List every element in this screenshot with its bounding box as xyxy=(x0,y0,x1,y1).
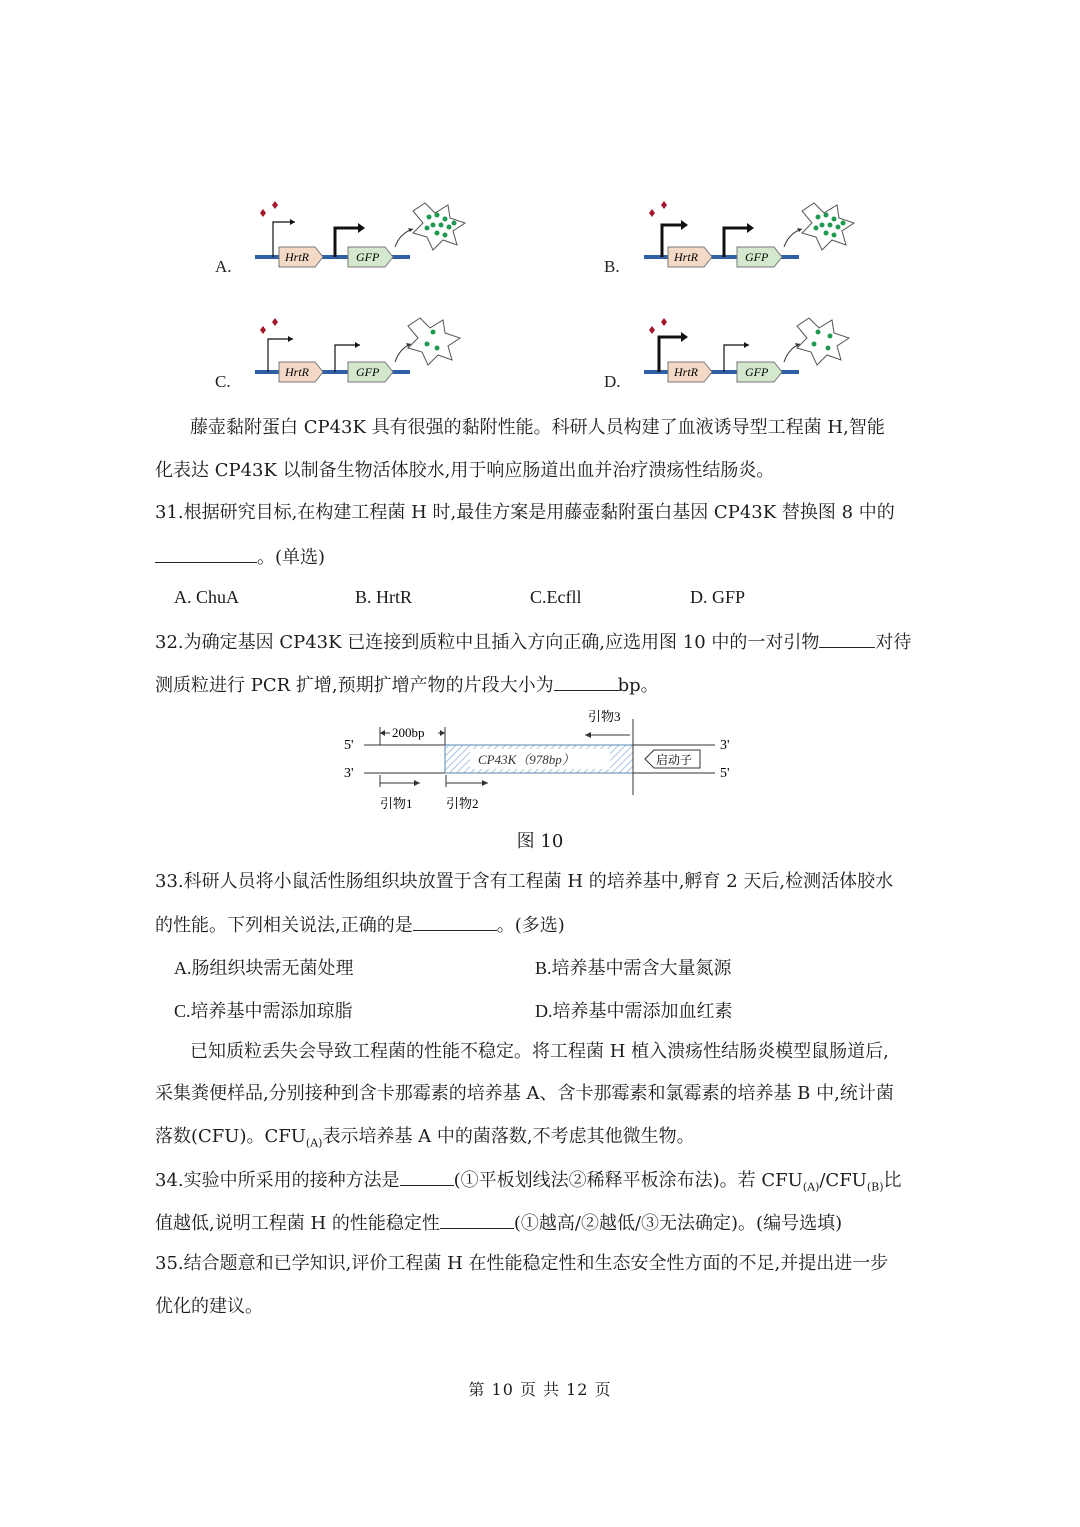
answer-blank[interactable] xyxy=(155,544,257,563)
q32-suffix-2: bp。 xyxy=(617,675,659,696)
intro-line-2: 化表达 CP43K 以制备生物活体胶水,用于响应肠道出血并治疗溃疡性结肠炎。 xyxy=(155,460,775,481)
option-figure-c xyxy=(215,312,475,402)
gene-construct-diagram xyxy=(215,195,475,285)
q32-line-1 xyxy=(155,629,911,655)
primer2-label: 引物2 xyxy=(446,796,479,811)
q31-line-2 xyxy=(155,544,325,570)
q35-line-2: 优化的建议。 xyxy=(155,1296,263,1317)
option-letter: A. xyxy=(215,257,232,276)
promoter-label: 启动子 xyxy=(656,753,693,767)
distance-label: 200bp xyxy=(392,725,425,740)
q31-suffix: 。(单选) xyxy=(257,547,326,568)
gene-label: HrtR xyxy=(674,365,698,379)
q33-line-1: 33.科研人员将小鼠活性肠组织块放置于含有工程菌 H 的培养基中,孵育 2 天后,检测活体胶水 xyxy=(155,871,894,892)
q35-line-1: 35.结合题意和已学知识,评价工程菌 H 在性能稳定性和生态安全性方面的不足,并提出进一步 xyxy=(155,1253,889,1274)
option-letter: C. xyxy=(215,372,231,391)
q32-suffix: 对待 xyxy=(875,632,912,653)
q31-choice-c[interactable]: C.Ecfll xyxy=(530,587,582,607)
q32-line-2 xyxy=(155,672,659,698)
q33-prefix: 的性能。下列相关说法,正确的是 xyxy=(155,915,413,936)
answer-blank[interactable] xyxy=(554,672,618,691)
subscript: (B) xyxy=(866,1180,884,1194)
q34-text: /CFU xyxy=(819,1170,867,1191)
q34-text: (①越高/②越低/③无法确定)。(编号选填) xyxy=(513,1213,843,1234)
page-footer: 第 10 页 共 12 页 xyxy=(468,1380,612,1399)
q34-text: 值越低,说明工程菌 H 的性能稳定性 xyxy=(155,1213,440,1234)
para2-text: 表示培养基 A 中的菌落数,不考虑其他微生物。 xyxy=(322,1126,695,1147)
figure-10-diagram xyxy=(340,705,760,825)
para2-line-3 xyxy=(155,1125,695,1156)
q34-line-1 xyxy=(155,1167,902,1200)
q33-suffix: 。(多选) xyxy=(496,915,565,936)
q33-line-2 xyxy=(155,912,565,938)
para2-line-1: 已知质粒丢失会导致工程菌的性能不稳定。将工程菌 H 植入溃疡性结肠炎模型鼠肠道后, xyxy=(190,1041,889,1062)
strand-end-label: 3' xyxy=(720,738,730,753)
gene-label: GFP xyxy=(356,250,380,264)
strand-end-label: 5' xyxy=(720,766,730,781)
option-figure-a xyxy=(215,195,475,285)
q34-text: 比 xyxy=(883,1170,902,1191)
q33-choice-b[interactable]: B.培养基中需含大量氮源 xyxy=(535,958,732,978)
option-letter: B. xyxy=(604,257,620,276)
option-letter: D. xyxy=(604,372,621,391)
gene-construct-diagram xyxy=(215,312,475,402)
strand-end-label: 5' xyxy=(344,738,354,753)
glowing-cell xyxy=(408,318,460,365)
gene-label: HrtR xyxy=(285,250,309,264)
intro-line-1: 藤壶黏附蛋白 CP43K 具有很强的黏附性能。科研人员构建了血液诱导型工程菌 H,智能 xyxy=(190,417,885,438)
option-figure-b xyxy=(604,195,864,285)
answer-blank[interactable] xyxy=(413,912,497,931)
strand-end-label: 3' xyxy=(344,766,354,781)
q31-line-1: 31.根据研究目标,在构建工程菌 H 时,最佳方案是用藤壶黏附蛋白基因 CP43K 替换图 8 中的 xyxy=(155,502,895,523)
q33-choice-a[interactable]: A.肠组织块需无菌处理 xyxy=(174,958,354,978)
q33-choice-c[interactable]: C.培养基中需添加琼脂 xyxy=(174,1001,353,1021)
q31-choice-a[interactable]: A. ChuA xyxy=(174,587,240,607)
cp43k-label: CP43K（978bp） xyxy=(478,752,575,767)
q32-prefix: 32.为确定基因 CP43K 已连接到质粒中且插入方向正确,应选用图 10 中的一对引物 xyxy=(155,632,820,653)
q31-choice-d[interactable]: D. GFP xyxy=(690,587,746,607)
glowing-cell xyxy=(797,318,849,365)
inducer-molecules xyxy=(260,318,278,334)
inducer-molecules xyxy=(649,201,667,217)
figure-10-caption: 图 10 xyxy=(516,831,564,852)
q34-text: (①平板划线法②稀释平板涂布法)。若 CFU xyxy=(453,1170,803,1191)
answer-blank[interactable] xyxy=(819,629,875,648)
option-figure-d xyxy=(604,312,864,402)
q34-text: 34.实验中所采用的接种方法是 xyxy=(155,1170,400,1191)
gene-label: HrtR xyxy=(674,250,698,264)
para2-text: 落数(CFU)。CFU xyxy=(155,1126,306,1147)
gene-label: GFP xyxy=(745,250,769,264)
q32-prefix-2: 测质粒进行 PCR 扩增,预期扩增产物的片段大小为 xyxy=(155,675,554,696)
gene-construct-diagram xyxy=(604,312,864,402)
inducer-molecules xyxy=(260,201,278,217)
subscript: (A) xyxy=(802,1180,820,1194)
primer1-label: 引物1 xyxy=(380,796,413,811)
gene-label: GFP xyxy=(745,365,769,379)
inducer-molecules xyxy=(649,318,667,334)
gene-construct-diagram xyxy=(604,195,864,285)
gene-label: GFP xyxy=(356,365,380,379)
gene-label: HrtR xyxy=(285,365,309,379)
answer-blank[interactable] xyxy=(440,1210,514,1229)
q34-line-2 xyxy=(155,1210,842,1236)
answer-blank[interactable] xyxy=(400,1167,454,1186)
para2-line-2: 采集粪便样品,分别接种到含卡那霉素的培养基 A、含卡那霉素和氯霉素的培养基 B 中,统计菌 xyxy=(155,1083,894,1104)
primer3-label: 引物3 xyxy=(588,709,621,724)
q31-choice-b[interactable]: B. HrtR xyxy=(355,587,413,607)
subscript: (A) xyxy=(305,1136,323,1150)
q33-choice-d[interactable]: D.培养基中需添加血红素 xyxy=(535,1001,733,1021)
